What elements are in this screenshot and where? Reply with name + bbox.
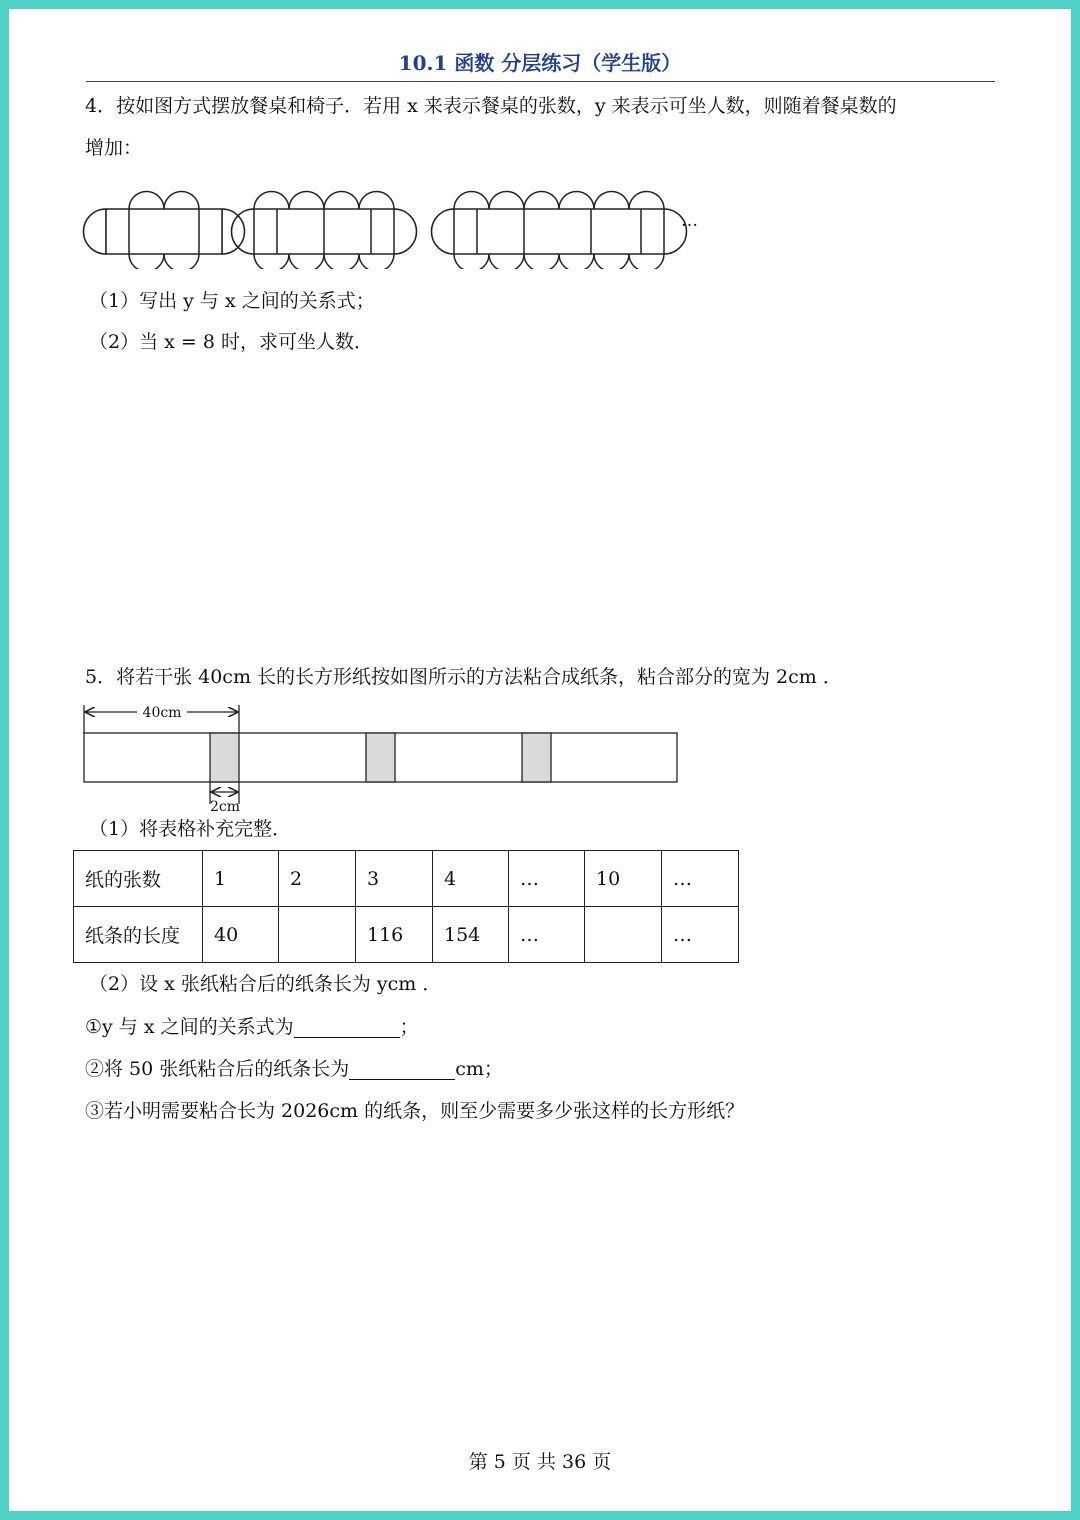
- header-rule: [86, 81, 995, 82]
- q4-stem-line2: 增加：: [85, 137, 143, 159]
- q5-sub1: （1）将表格补充完整．: [89, 818, 292, 840]
- q4-sub1: （1）写出 y 与 x 之间的关系式；: [89, 290, 375, 312]
- answer-blank-1[interactable]: [294, 1018, 400, 1038]
- q5-item1-end: ；: [399, 1016, 419, 1038]
- q5-item2: [85, 1060, 503, 1080]
- table-group-2: [232, 192, 417, 270]
- table-cell: 10: [585, 851, 662, 907]
- table-group-1: [84, 192, 245, 270]
- table-cell: 纸的张数: [74, 851, 203, 907]
- q4-stem-line1: 4．按如图方式摆放餐桌和椅子．若用 x 来表示餐桌的张数，y 来表示可坐人数，则随着餐桌数的: [85, 95, 897, 117]
- page-title: 10.1 函数 分层练习（学生版）: [398, 51, 682, 75]
- table-group-3: [432, 192, 687, 270]
- table-cell: …: [509, 907, 585, 963]
- q5-stem: 5．将若干张 40cm 长的长方形纸按如图所示的方法粘合成纸条，粘合部分的宽为 2cm ．: [85, 666, 842, 688]
- overlap-region-2: [366, 733, 395, 782]
- table-cell-blank[interactable]: [585, 907, 662, 963]
- table-cell: 纸条的长度: [74, 907, 203, 963]
- q5-item2-end: cm；: [455, 1058, 503, 1080]
- q5-item1-text: ①y 与 x 之间的关系式为: [85, 1016, 294, 1038]
- document-page: [9, 9, 1071, 1511]
- table-cell: …: [509, 851, 585, 907]
- table-cell: 3: [356, 851, 433, 907]
- q5-sub2: （2）设 x 张纸粘合后的纸条长为 ycm ．: [89, 973, 442, 995]
- table-row: [74, 851, 739, 907]
- table-cell: 116: [356, 907, 433, 963]
- q5-item3: ③若小明需要粘合长为 2026cm 的纸条，则至少需要多少张这样的长方形纸？: [85, 1100, 745, 1122]
- paper-strip-figure: [79, 699, 689, 814]
- table-cell: …: [662, 907, 739, 963]
- q5-item1: [85, 1018, 419, 1038]
- table-cell: 2: [279, 851, 356, 907]
- table-cell-blank[interactable]: [279, 907, 356, 963]
- table-cell: 4: [433, 851, 509, 907]
- dimension-2cm-label: 2cm: [209, 799, 241, 814]
- table-cell: 154: [433, 907, 509, 963]
- table-cell: 1: [203, 851, 279, 907]
- table-cell: …: [662, 851, 739, 907]
- page-footer: 第 5 页 共 36 页: [468, 1451, 612, 1473]
- table-cell: 40: [203, 907, 279, 963]
- data-table: [73, 850, 739, 963]
- q5-item2-text: ②将 50 张纸粘合后的纸条长为: [85, 1058, 350, 1080]
- figure-ellipsis: …: [681, 211, 698, 231]
- q4-sub2: （2）当 x = 8 时，求可坐人数．: [89, 331, 373, 353]
- dimension-40cm-label: 40cm: [142, 705, 182, 721]
- table-row: [74, 907, 739, 963]
- overlap-region-1: [210, 733, 239, 782]
- answer-blank-2[interactable]: [349, 1060, 455, 1080]
- overlap-region-3: [522, 733, 551, 782]
- tables-chairs-figure: [79, 174, 719, 269]
